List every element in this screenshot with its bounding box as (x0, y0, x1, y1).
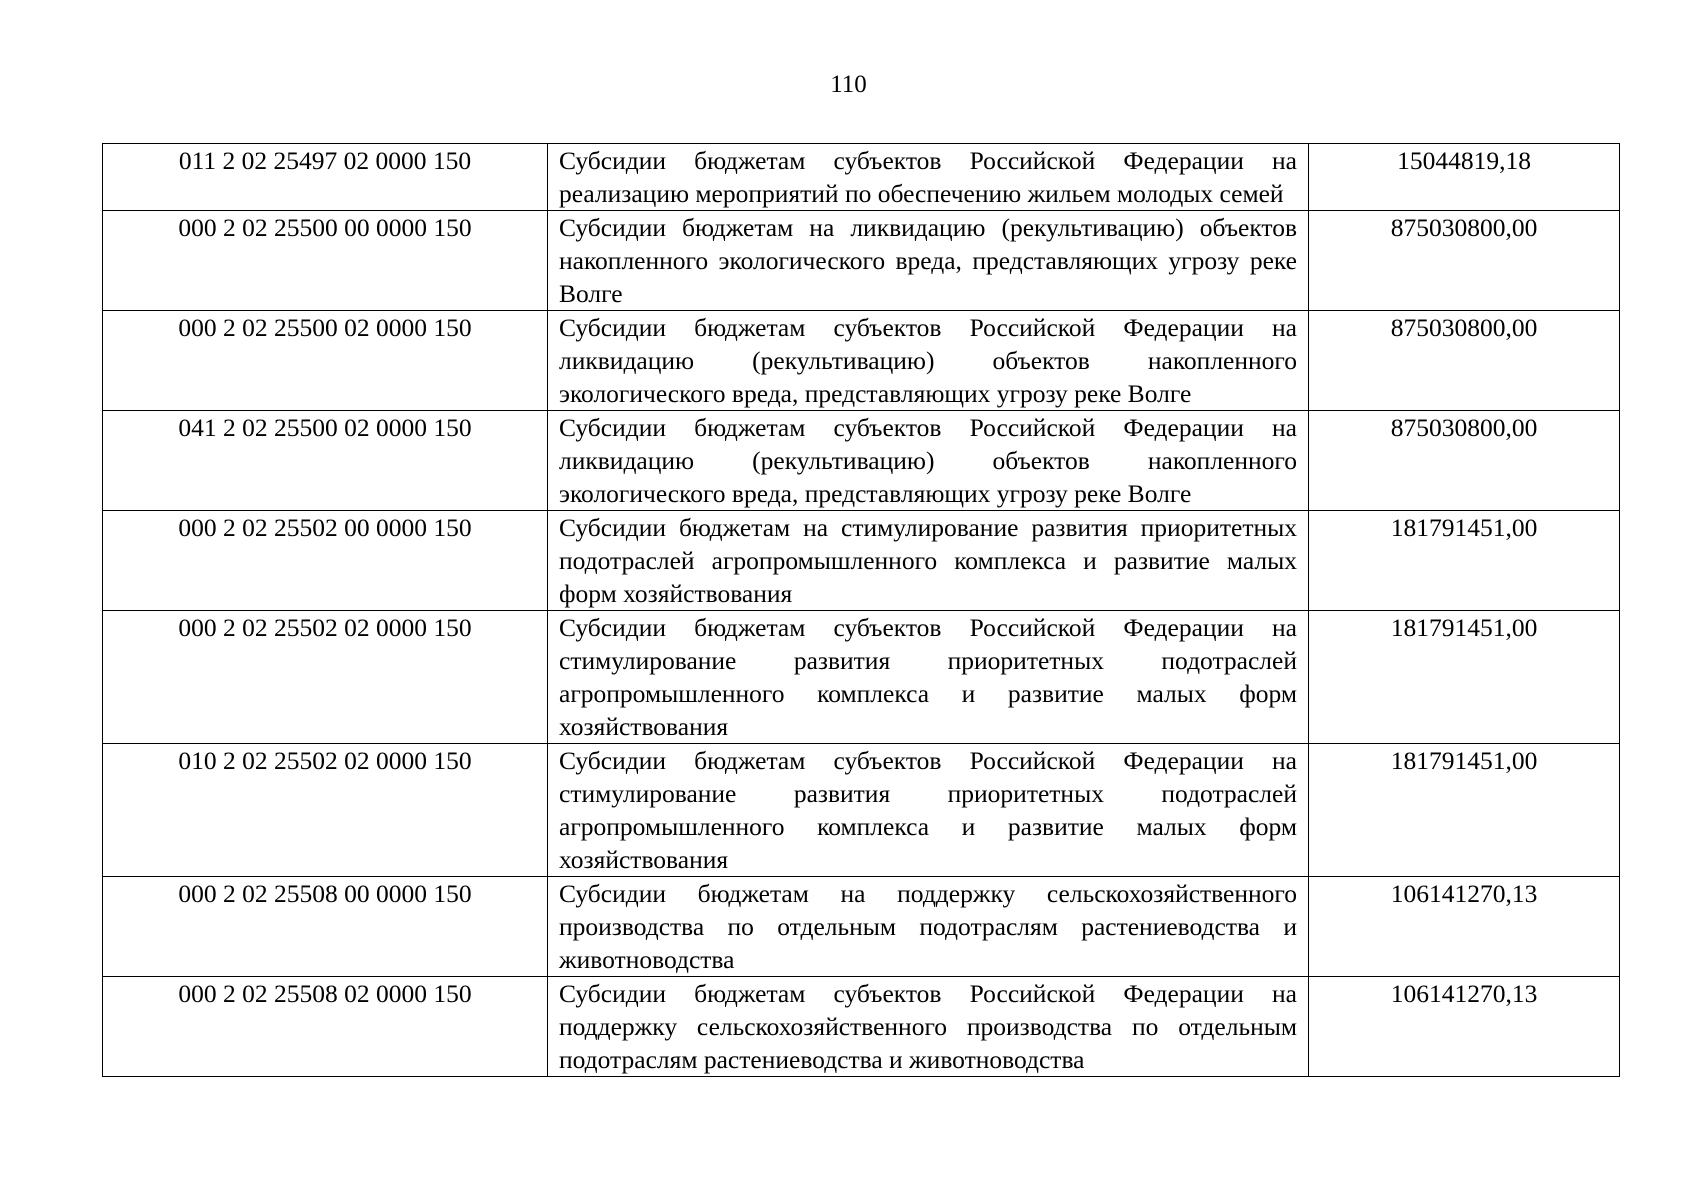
budget-code-cell: 000 2 02 25508 00 0000 150 (103, 877, 548, 977)
description-cell: Субсидии бюджетам на ликвидацию (рекультивацию) объектов накопленного экологического вреда, представляющих угрозу реке Волге (548, 211, 1309, 311)
budget-table (102, 143, 1620, 1077)
amount-cell: 181791451,00 (1309, 611, 1620, 744)
amount-cell: 875030800,00 (1309, 211, 1620, 311)
description-cell: Субсидии бюджетам на стимулирование развития приоритетных подотраслей агропромышленного комплекса и развитие малых форм хозяйствования (548, 511, 1309, 611)
description-cell: Субсидии бюджетам на поддержку сельскохозяйственного производства по отдельным подотраслям растениеводства и животноводства (548, 877, 1309, 977)
budget-code-cell: 000 2 02 25500 02 0000 150 (103, 311, 548, 411)
table-row (103, 144, 1620, 211)
page-number: 110 (830, 71, 867, 98)
description-cell: Субсидии бюджетам субъектов Российской Федерации на стимулирование развития приоритетных подотраслей агропромышленного комплекса и развитие малых форм хозяйствования (548, 744, 1309, 877)
table-row (103, 977, 1620, 1077)
amount-cell: 875030800,00 (1309, 311, 1620, 411)
amount-cell: 181791451,00 (1309, 511, 1620, 611)
table-row (103, 211, 1620, 311)
description-cell: Субсидии бюджетам субъектов Российской Федерации на ликвидацию (рекультивацию) объектов накопленного экологического вреда, представляющих угрозу реке Волге (548, 311, 1309, 411)
table-row (103, 411, 1620, 511)
budget-code-cell: 010 2 02 25502 02 0000 150 (103, 744, 548, 877)
table-row (103, 311, 1620, 411)
description-cell: Субсидии бюджетам субъектов Российской Федерации на реализацию мероприятий по обеспечению жильем молодых семей (548, 144, 1309, 211)
table-row (103, 611, 1620, 744)
amount-cell: 106141270,13 (1309, 877, 1620, 977)
description-cell: Субсидии бюджетам субъектов Российской Федерации на ликвидацию (рекультивацию) объектов накопленного экологического вреда, представляющих угрозу реке Волге (548, 411, 1309, 511)
amount-cell: 15044819,18 (1309, 144, 1620, 211)
table-row (103, 511, 1620, 611)
table-row (103, 877, 1620, 977)
description-cell: Субсидии бюджетам субъектов Российской Федерации на стимулирование развития приоритетных подотраслей агропромышленного комплекса и развитие малых форм хозяйствования (548, 611, 1309, 744)
amount-cell: 106141270,13 (1309, 977, 1620, 1077)
amount-cell: 875030800,00 (1309, 411, 1620, 511)
description-cell: Субсидии бюджетам субъектов Российской Федерации на поддержку сельскохозяйственного производства по отдельным подотраслям растениеводства и животноводства (548, 977, 1309, 1077)
amount-cell: 181791451,00 (1309, 744, 1620, 877)
budget-code-cell: 000 2 02 25502 00 0000 150 (103, 511, 548, 611)
budget-code-cell: 000 2 02 25500 00 0000 150 (103, 211, 548, 311)
budget-code-cell: 011 2 02 25497 02 0000 150 (103, 144, 548, 211)
table-row (103, 744, 1620, 877)
budget-code-cell: 000 2 02 25502 02 0000 150 (103, 611, 548, 744)
budget-code-cell: 041 2 02 25500 02 0000 150 (103, 411, 548, 511)
budget-code-cell: 000 2 02 25508 02 0000 150 (103, 977, 548, 1077)
